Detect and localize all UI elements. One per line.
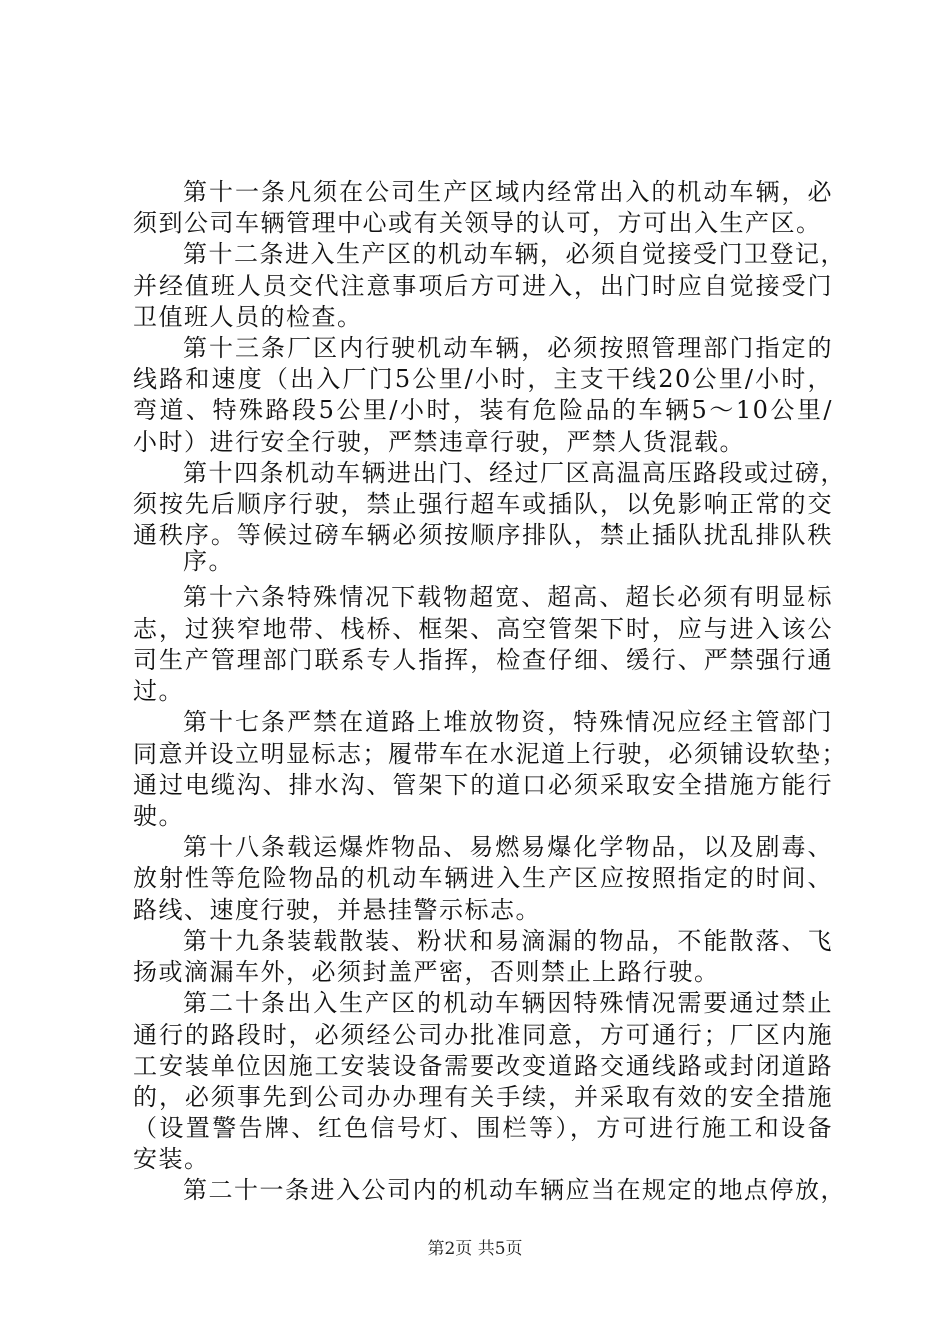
text-line: 的，必须事先到公司办办理有关手续，并采取有效的安全措施 <box>133 1083 833 1111</box>
text-line: 第十一条凡须在公司生产区域内经常出入的机动车辆，必 <box>183 178 833 206</box>
text-line: 过。 <box>133 677 184 705</box>
text-line: 驶。 <box>133 802 184 830</box>
text-line: 通行的路段时，必须经公司办批准同意，方可通行；厂区内施 <box>133 1021 833 1049</box>
text-line: 小时）进行安全行驶，严禁违章行驶，严禁人货混载。 <box>133 428 745 456</box>
text-line: 放射性等危险物品的机动车辆进入生产区应按照指定的时间、 <box>133 864 833 892</box>
text-line: 第十四条机动车辆进出门、经过厂区高温高压路段或过磅， <box>183 459 846 487</box>
text-line: 须到公司车辆管理中心或有关领导的认可，方可出入生产区。 <box>133 209 822 237</box>
text-line: 第二十条出入生产区的机动车辆因特殊情况需要通过禁止 <box>183 989 833 1017</box>
text-line: 工安装单位因施工安装设备需要改变道路交通线路或封闭道路 <box>133 1052 833 1080</box>
text-line: 同意并设立明显标志；履带车在水泥道上行驶，必须铺设软垫； <box>133 740 847 768</box>
text-line: 第十二条进入生产区的机动车辆，必须自觉接受门卫登记， <box>183 240 846 268</box>
page-number-footer: 第2页 共5页 <box>427 1239 523 1259</box>
text-line: 序。 <box>183 547 234 575</box>
text-line: 司生产管理部门联系专人指挥，检查仔细、缓行、严禁强行通 <box>133 646 833 674</box>
text-line: 志，过狭窄地带、栈桥、框架、高空管架下时，应与进入该公 <box>133 615 833 643</box>
text-line: 须按先后顺序行驶，禁止强行超车或插队，以免影响正常的交 <box>133 490 833 518</box>
text-line: 通过电缆沟、排水沟、管架下的道口必须采取安全措施方能行 <box>133 771 833 799</box>
text-line: （设置警告牌、红色信号灯、围栏等），方可进行施工和设备 <box>133 1114 833 1142</box>
text-line: 线路和速度（出入厂门5公里/小时，主支干线20公里/小时， <box>133 365 833 393</box>
text-line: 弯道、特殊路段5公里/小时，装有危险品的车辆5～10公里/ <box>133 396 833 424</box>
text-line: 第十七条严禁在道路上堆放物资，特殊情况应经主管部门 <box>183 708 833 736</box>
text-line: 第十六条特殊情况下载物超宽、超高、超长必须有明显标 <box>183 583 833 611</box>
text-line: 扬或滴漏车外，必须封盖严密，否则禁止上路行驶。 <box>133 958 720 986</box>
text-line: 第十九条装载散装、粉状和易滴漏的物品，不能散落、飞 <box>183 927 833 955</box>
text-line: 路线、速度行驶，并悬挂警示标志。 <box>133 896 541 924</box>
text-line: 第十三条厂区内行驶机动车辆，必须按照管理部门指定的 <box>183 334 833 362</box>
text-line: 并经值班人员交代注意事项后方可进入，出门时应自觉接受门 <box>133 272 833 300</box>
text-line: 第十八条载运爆炸物品、易燃易爆化学物品，以及剧毒、 <box>183 833 833 861</box>
text-line: 安装。 <box>133 1145 210 1173</box>
text-line: 卫值班人员的检查。 <box>133 303 363 331</box>
text-line: 通秩序。等候过磅车辆必须按顺序排队，禁止插队扰乱排队秩 <box>133 521 833 549</box>
text-line: 第二十一条进入公司内的机动车辆应当在规定的地点停放， <box>183 1176 846 1204</box>
